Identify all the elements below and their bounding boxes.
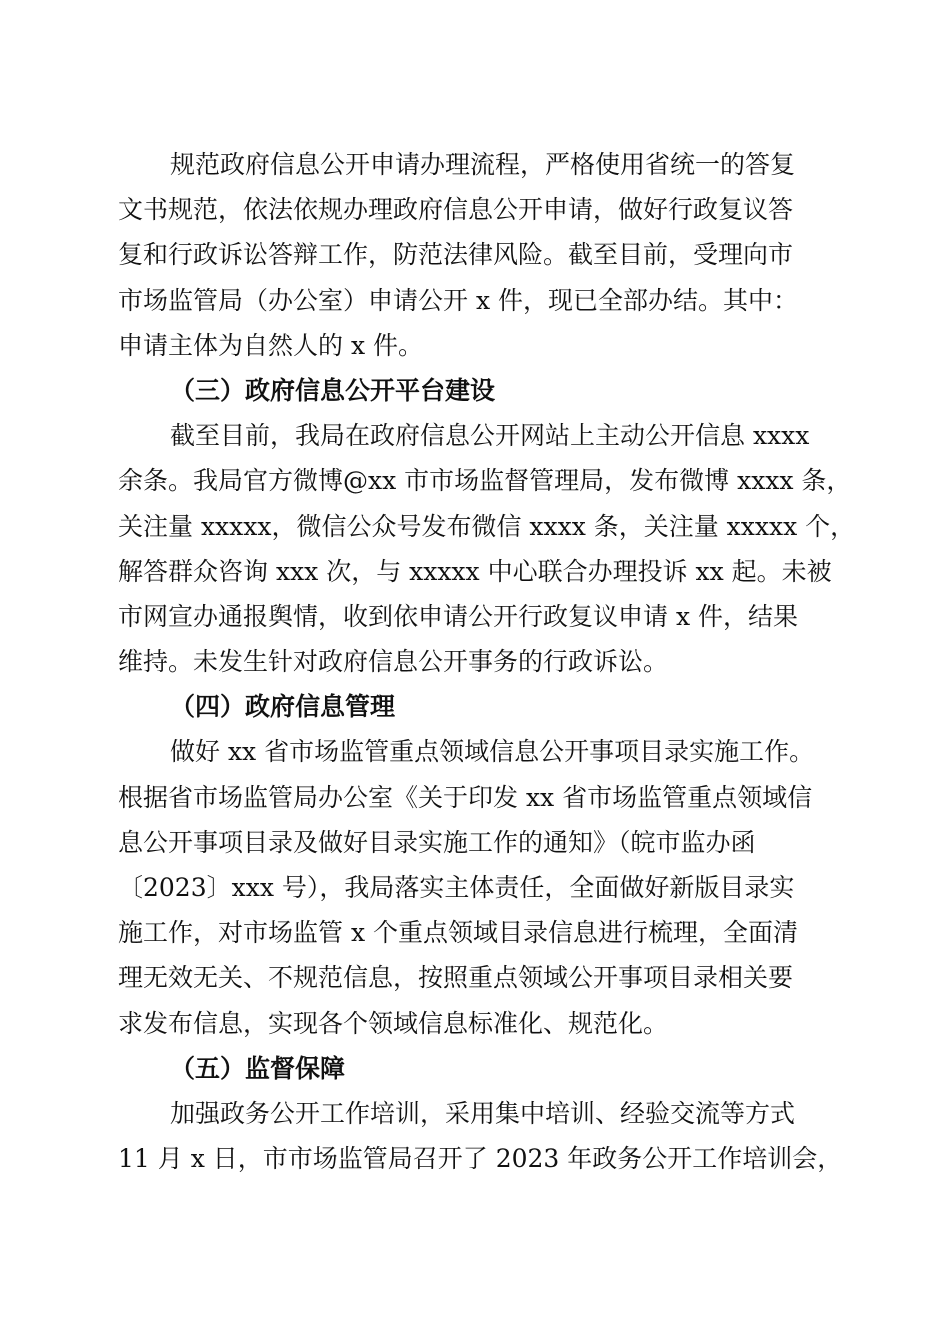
paragraph-line: 施工作，对市场监管 x 个重点领域目录信息进行梳理，全面清 [118, 918, 798, 948]
paragraph-line: 市网宣办通报舆情，收到依申请公开行政复议申请 x 件，结果 [118, 601, 798, 631]
paragraph-line: 求发布信息，实现各个领域信息标准化、规范化。 [118, 1008, 669, 1038]
paragraph-line: 规范政府信息公开申请办理流程，严格使用省统一的答复 [170, 150, 796, 179]
paragraph-line: 根据省市场监管局办公室《关于印发 xx 省市场监管重点领域信 [118, 782, 813, 812]
section-heading: （五）监督保障 [170, 1053, 346, 1083]
paragraph-line: 市场监管局（办公室）申请公开 x 件，现已全部办结。其中： [118, 285, 798, 315]
section-heading: （三）政府信息公开平台建设 [170, 375, 496, 405]
paragraph-line: 余条。我局官方微博@xx 市市场监督管理局，发布微博 xxxx 条， [118, 466, 852, 496]
paragraph-line: 复和行政诉讼答辩工作，防范法律风险。截至目前，受理向市 [118, 240, 794, 270]
paragraph-line: 截至目前，我局在政府信息公开网站上主动公开信息 xxxx [170, 421, 810, 451]
paragraph-line: 解答群众咨询 xxx 次，与 xxxxx 中心联合办理投诉 xx 起。未被 [118, 556, 832, 586]
paragraph-line: 加强政务公开工作培训，采用集中培训、经验交流等方式 [170, 1098, 796, 1128]
paragraph-line: 做好 xx 省市场监管重点领域信息公开事项目录实施工作。 [170, 737, 815, 767]
paragraph-line: 理无效无关、不规范信息，按照重点领域公开事项目录相关要 [118, 963, 794, 993]
paragraph-line: 11 月 x 日，市市场监管局召开了 2023 年政务公开工作培训会， [118, 1144, 843, 1174]
paragraph-line: 息公开事项目录及做好目录实施工作的通知》（皖市监办函 [118, 827, 756, 857]
document-page [118, 142, 856, 1181]
paragraph-line: 申请主体为自然人的 x 件。 [118, 330, 423, 360]
section-heading: （四）政府信息管理 [170, 692, 396, 722]
paragraph-line: 关注量 xxxxx，微信公众号发布微信 xxxx 条，关注量 xxxxx 个， [118, 511, 856, 541]
paragraph-line: 文书规范，依法依规办理政府信息公开申请，做好行政复议答 [118, 195, 794, 225]
paragraph-line: 维持。未发生针对政府信息公开事务的行政诉讼。 [118, 647, 669, 677]
paragraph-line: 〔2023〕xxx 号），我局落实主体责任，全面做好新版目录实 [118, 873, 795, 902]
